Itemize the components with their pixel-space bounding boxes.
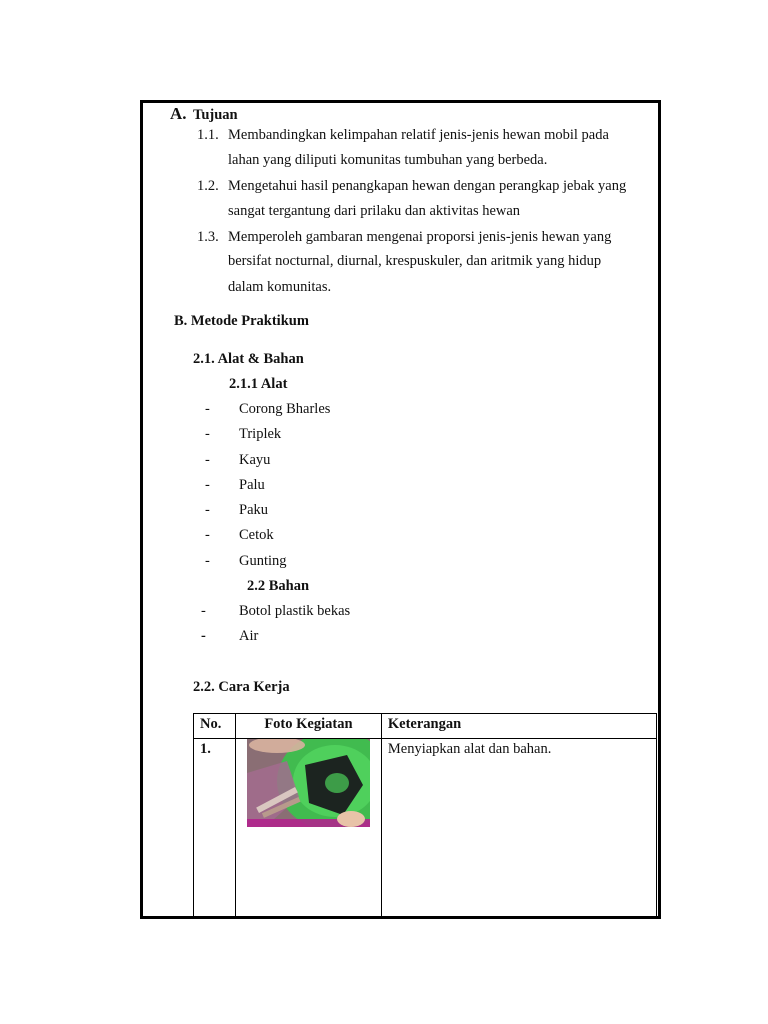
header-no: No. bbox=[194, 714, 236, 739]
alat-item: Paku bbox=[239, 502, 268, 518]
row-number: 1. bbox=[194, 739, 236, 917]
bahan-item: Air bbox=[239, 628, 259, 644]
bahan-item: Botol plastik bekas bbox=[239, 603, 351, 619]
row-keterangan: Menyiapkan alat dan bahan. bbox=[381, 739, 656, 917]
alat-dash: - bbox=[205, 401, 210, 417]
alat-dash: - bbox=[205, 553, 210, 569]
table-row bbox=[194, 739, 657, 917]
row-photo-cell bbox=[235, 739, 381, 917]
item-1-3-line-3: dalam komunitas. bbox=[228, 279, 332, 295]
bahan-dash: - bbox=[201, 603, 206, 619]
item-1-2-number: 1.2. bbox=[197, 178, 219, 194]
alat-dash: - bbox=[205, 452, 210, 468]
bahan-heading: 2.2 Bahan bbox=[247, 578, 310, 594]
alat-dash: - bbox=[205, 502, 210, 518]
alat-item: Kayu bbox=[239, 452, 271, 468]
item-1-3-line-2: bersifat nocturnal, diurnal, krespuskuler, dan aritmik yang hidup bbox=[228, 253, 602, 269]
item-1-1-line-1: Membandingkan kelimpahan relatif jenis-jenis hewan mobil pada bbox=[228, 127, 609, 143]
alat-bahan-heading: 2.1. Alat & Bahan bbox=[193, 351, 304, 367]
cara-kerja-heading: 2.2. Cara Kerja bbox=[193, 679, 290, 695]
item-1-3-line-1: Memperoleh gambaran mengenai proporsi jenis-jenis hewan yang bbox=[228, 229, 612, 245]
alat-dash: - bbox=[205, 527, 210, 543]
item-1-2-line-1: Mengetahui hasil penangkapan hewan dengan perangkap jebak yang bbox=[228, 178, 627, 194]
alat-dash: - bbox=[205, 426, 210, 442]
bahan-dash: - bbox=[201, 628, 206, 644]
alat-item: Triplek bbox=[239, 426, 282, 442]
alat-item: Cetok bbox=[239, 527, 274, 543]
header-foto: Foto Kegiatan bbox=[235, 714, 381, 739]
alat-dash: - bbox=[205, 477, 210, 493]
table-header-row bbox=[194, 714, 657, 739]
activity-photo-drawing bbox=[247, 739, 370, 827]
alat-item: Palu bbox=[239, 477, 265, 493]
alat-heading: 2.1.1 Alat bbox=[229, 376, 288, 392]
header-keterangan: Keterangan bbox=[381, 714, 656, 739]
item-1-3-number: 1.3. bbox=[197, 229, 219, 245]
section-a-letter: A. bbox=[170, 104, 187, 123]
item-1-1-line-2: lahan yang diliputi komunitas tumbuhan yang berbeda. bbox=[228, 152, 548, 168]
cara-kerja-table bbox=[193, 713, 657, 917]
item-1-1-number: 1.1. bbox=[197, 127, 219, 143]
alat-item: Gunting bbox=[239, 553, 287, 569]
activity-photo bbox=[247, 739, 370, 827]
section-b-title: B. Metode Praktikum bbox=[174, 313, 309, 329]
section-a-title: Tujuan bbox=[193, 107, 238, 123]
alat-item: Corong Bharles bbox=[239, 401, 331, 417]
item-1-2-line-2: sangat tergantung dari prilaku dan aktivitas hewan bbox=[228, 203, 521, 219]
